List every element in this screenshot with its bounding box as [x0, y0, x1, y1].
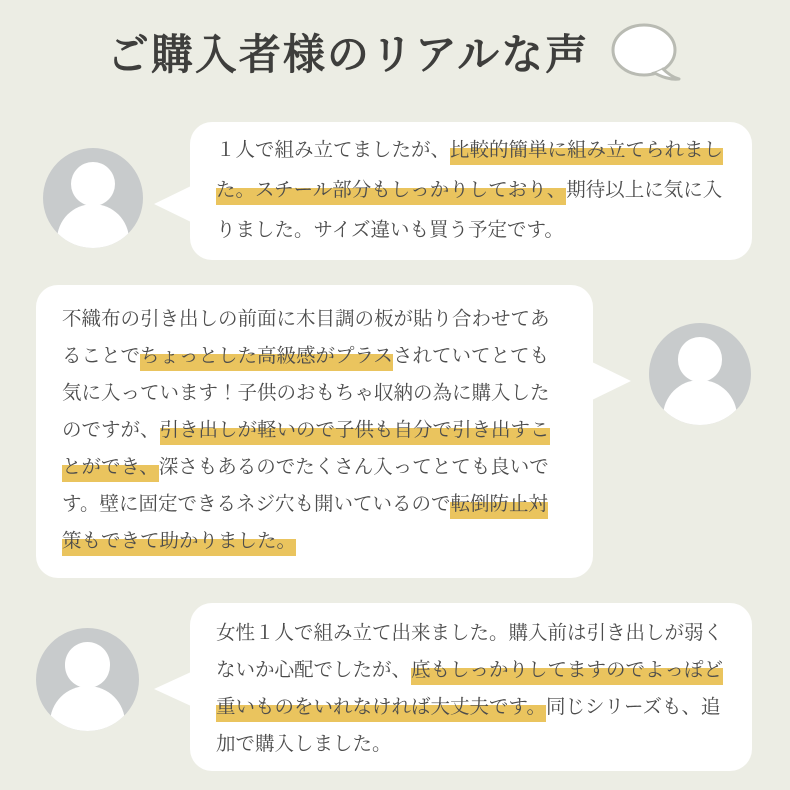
text-segment: 不織布の引き出しの前面に木目調の板が貼り合わせてあることで: [62, 308, 550, 367]
review-text-1: [216, 130, 726, 250]
text-segment: 同じシリーズも、追加で購入しました。: [216, 696, 721, 755]
review-bubble-1: [190, 122, 752, 260]
highlighted-text: ちょっとした高級感がプラス: [140, 345, 393, 371]
review-bubble-2: [36, 285, 593, 578]
bubble-tail-right-icon: [592, 362, 631, 400]
highlighted-text: 比較的簡単に組み立てられました。: [216, 139, 723, 205]
highlighted-text: スチール部分もしっかりしており、: [255, 179, 566, 205]
bubble-tail-left-icon: [154, 186, 191, 222]
review-text-2: [62, 301, 567, 560]
highlighted-text: 転倒防止対策もできて助かりました。: [62, 493, 548, 556]
speech-balloon-icon: [609, 22, 683, 82]
text-segment: １人で組み立てましたが、: [216, 139, 451, 161]
reviewer-avatar-2: [649, 323, 751, 425]
review-text-3: [216, 615, 726, 763]
text-segment: 女性１人で組み立て出来ました。購入前は引き出しが弱くないか心配でしたが、: [216, 622, 724, 681]
page-title: ご購入者様のリアルな声: [106, 31, 590, 78]
bubble-tail-left-icon: [154, 672, 191, 706]
highlighted-text: 底もしっかりしてますのでよっぽど重いものをいれなければ大丈夫です。: [216, 659, 723, 722]
text-segment: されていてとても気に入っています！子供のおもちゃ収納の為に購入したのですが、: [62, 345, 550, 441]
highlighted-text: 引き出しが軽いので子供も自分で引き出すことができ、: [62, 419, 550, 482]
text-segment: 深さもあるのでたくさん入ってとても良いです。壁に固定できるネジ穴も開いているので: [62, 456, 549, 515]
reviewer-avatar-3: [36, 628, 139, 731]
text-segment: 期待以上に気に入りました。サイズ違いも買う予定です。: [216, 179, 723, 241]
review-bubble-3: [190, 603, 752, 771]
reviewer-avatar-1: [43, 148, 143, 248]
section-header: [0, 22, 790, 82]
